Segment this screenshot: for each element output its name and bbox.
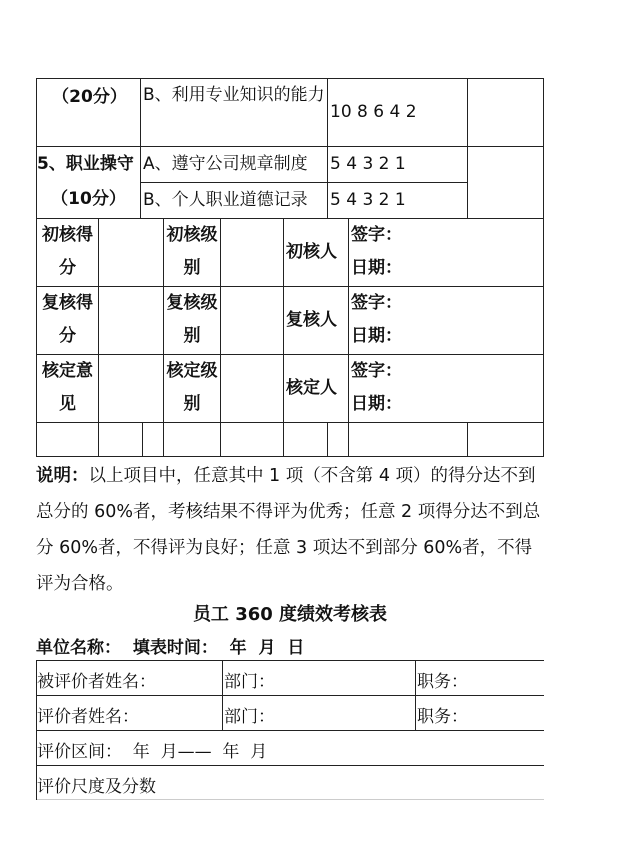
divider xyxy=(163,422,164,457)
category-cell xyxy=(36,146,141,219)
first-level-value[interactable] xyxy=(220,218,284,287)
divider xyxy=(36,695,544,696)
category-line1: 5、职业操守 xyxy=(37,154,134,174)
department-label: 部门： xyxy=(224,707,275,727)
score-cell: 5 4 3 2 1 xyxy=(327,182,468,219)
item-cell: B、利用专业知识的能力 xyxy=(140,78,328,147)
item-cell: B、个人职业道德记录 xyxy=(140,182,328,219)
review-score-value[interactable] xyxy=(98,286,164,355)
divider xyxy=(36,730,544,731)
divider xyxy=(467,422,468,457)
score-cell: 10 8 6 4 2 xyxy=(327,78,468,147)
evaluatee-name-label: 被评价者姓名： xyxy=(37,672,156,692)
reviewer-label: 复核人 xyxy=(283,286,349,355)
department-label: 部门： xyxy=(224,672,275,692)
category-line2: （10分） xyxy=(51,189,126,209)
position-label: 职务： xyxy=(417,707,468,727)
approval-opinion-value[interactable] xyxy=(98,354,164,423)
first-signature-cell[interactable] xyxy=(348,218,544,287)
empty-cell xyxy=(467,78,544,147)
approval-signature-cell[interactable] xyxy=(348,354,544,423)
first-score-value[interactable] xyxy=(98,218,164,287)
signature-label: 签字： xyxy=(351,293,402,313)
approval-level-label: 核定级别 xyxy=(163,354,221,423)
divider xyxy=(220,422,221,457)
approver-label: 核定人 xyxy=(283,354,349,423)
category-cell: （20分） xyxy=(36,78,141,147)
signature-label: 签字： xyxy=(351,225,402,245)
divider xyxy=(98,422,99,457)
review-level-label: 复核级别 xyxy=(163,286,221,355)
form-title: 员工 360 度绩效考核表 xyxy=(192,604,388,625)
first-level-label: 初核级别 xyxy=(163,218,221,287)
position-label: 职务： xyxy=(417,672,468,692)
divider xyxy=(36,765,544,766)
note-text: 以上项目中，任意其中 1 项（不含第 4 项）的得分达不到总分的 60%者，考核结果不得评为优秀；任意 2 项得分达不到总分 60%者，不得评为良好；任意 3 项达不到部分 60%者，不得评为合格。 xyxy=(36,466,541,594)
date-label: 日期： xyxy=(351,258,402,278)
divider xyxy=(348,422,349,457)
signature-label: 签字： xyxy=(351,361,402,381)
first-reviewer-label: 初核人 xyxy=(283,218,349,287)
divider xyxy=(36,799,544,800)
review-level-value[interactable] xyxy=(220,286,284,355)
divider xyxy=(327,422,328,457)
review-signature-cell[interactable] xyxy=(348,286,544,355)
form-header: 单位名称： 填表时间： 年 月 日 xyxy=(36,638,305,658)
empty-cell xyxy=(467,146,544,219)
evaluator-name-label: 评价者姓名： xyxy=(37,707,139,727)
review-score-label: 复核得分 xyxy=(36,286,99,355)
divider xyxy=(415,660,416,730)
item-cell: A、遵守公司规章制度 xyxy=(140,146,328,183)
date-label: 日期： xyxy=(351,326,402,346)
divider xyxy=(222,660,223,730)
evaluation-period: 评价区间： 年 月—— 年 月 xyxy=(37,742,268,762)
divider xyxy=(283,422,284,457)
note-paragraph xyxy=(36,458,546,602)
evaluation-scale: 评价尺度及分数 xyxy=(37,777,156,797)
approval-opinion-label: 核定意见 xyxy=(36,354,99,423)
note-label: 说明： xyxy=(36,466,89,486)
approval-level-value[interactable] xyxy=(220,354,284,423)
divider xyxy=(36,660,544,661)
score-cell: 5 4 3 2 1 xyxy=(327,146,468,183)
first-score-label: 初核得分 xyxy=(36,218,99,287)
divider xyxy=(142,422,143,457)
date-label: 日期： xyxy=(351,394,402,414)
